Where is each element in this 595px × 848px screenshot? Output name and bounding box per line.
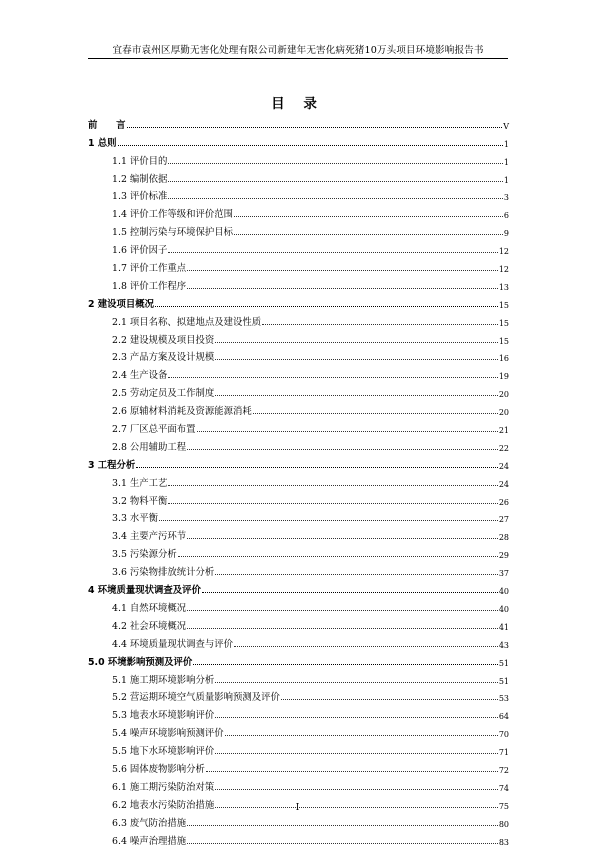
toc-entry-label: 3.6 污染物排放统计分析 xyxy=(112,567,215,579)
toc-entry-page: 6 xyxy=(503,211,509,221)
toc-dot-leader xyxy=(193,664,498,665)
toc-dot-leader xyxy=(168,485,497,486)
toc-section-entry[interactable] xyxy=(88,347,509,365)
toc-entry-label: 4.2 社会环境概况 xyxy=(112,620,187,632)
toc-dot-leader xyxy=(118,145,503,146)
toc-entry-page: 29 xyxy=(498,551,509,561)
toc-entry-page: 1 xyxy=(503,139,509,149)
toc-dot-leader xyxy=(215,789,498,790)
toc-entry-label: 1.4 评价工作等级和评价范围 xyxy=(112,209,234,221)
toc-entry-label: 3 工程分析 xyxy=(88,459,136,471)
toc-entry-page: 13 xyxy=(498,282,509,292)
toc-dot-leader xyxy=(202,592,498,593)
toc-section-entry[interactable] xyxy=(88,722,509,740)
toc-section-entry[interactable] xyxy=(88,740,509,758)
toc-section-entry[interactable] xyxy=(88,436,509,454)
toc-dot-leader xyxy=(215,574,498,575)
toc-entry-page: 9 xyxy=(503,229,509,239)
toc-dot-leader xyxy=(215,359,498,360)
toc-entry-label: 2.8 公用辅助工程 xyxy=(112,441,187,453)
toc-section-entry[interactable] xyxy=(88,382,509,400)
toc-section-entry[interactable] xyxy=(88,168,509,186)
toc-entry-page: 71 xyxy=(498,748,509,758)
toc-entry-label: 6.3 废气防治措施 xyxy=(112,817,187,829)
toc-dot-leader xyxy=(215,682,498,683)
toc-section-entry[interactable] xyxy=(88,508,509,526)
toc-section-entry[interactable] xyxy=(88,525,509,543)
toc-entry-page: 15 xyxy=(498,300,509,310)
toc-entry-page: 20 xyxy=(498,390,509,400)
toc-dot-leader xyxy=(234,216,503,217)
toc-entry-page: 40 xyxy=(498,587,509,597)
toc-entry-label: 6.4 噪声治理措施 xyxy=(112,835,187,847)
toc-entry-label: 5.0 环境影响预测及评价 xyxy=(88,656,193,668)
toc-entry-page: 43 xyxy=(498,640,509,650)
toc-entry-label: 6.2 地表水污染防治措施 xyxy=(112,799,215,811)
toc-chapter-entry[interactable] xyxy=(88,114,509,132)
toc-dot-leader xyxy=(262,324,498,325)
toc-entry-page: 24 xyxy=(498,461,509,471)
toc-entry-page: 64 xyxy=(498,712,509,722)
toc-entry-label: 2.1 项目名称、拟建地点及建设性质 xyxy=(112,316,262,328)
toc-dot-leader xyxy=(234,234,503,235)
toc-dot-leader xyxy=(187,449,498,450)
toc-entry-label: 3.4 主要产污环节 xyxy=(112,531,187,543)
toc-dot-leader xyxy=(187,538,498,539)
toc-dot-leader xyxy=(168,198,503,199)
toc-section-entry[interactable] xyxy=(88,597,509,615)
toc-entry-label: 5.2 营运期环境空气质量影响预测及评价 xyxy=(112,692,280,704)
toc-section-entry[interactable] xyxy=(88,186,509,204)
running-header: 宜春市袁州区厚勤无害化处理有限公司新建年无害化病死猪10万头项目环境影响报告书 xyxy=(112,45,484,56)
toc-dot-leader xyxy=(168,377,497,378)
toc-dot-leader xyxy=(281,699,498,700)
toc-section-entry[interactable] xyxy=(88,687,509,705)
toc-section-entry[interactable] xyxy=(88,704,509,722)
toc-section-entry[interactable] xyxy=(88,239,509,257)
toc-entry-page: 41 xyxy=(498,622,509,632)
toc-chapter-entry[interactable] xyxy=(88,579,509,597)
toc-section-entry[interactable] xyxy=(88,150,509,168)
toc-section-entry[interactable] xyxy=(88,221,509,239)
toc-section-entry[interactable] xyxy=(88,561,509,579)
toc-entry-label: 1.8 评价工作程序 xyxy=(112,280,187,292)
toc-entry-label: 2.3 产品方案及设计规模 xyxy=(112,352,215,364)
toc-dot-leader xyxy=(187,288,498,289)
toc-section-entry[interactable] xyxy=(88,669,509,687)
toc-entry-label: 4.1 自然环境概况 xyxy=(112,602,187,614)
toc-dot-leader xyxy=(253,413,498,414)
toc-entry-label: 5.4 噪声环境影响预测评价 xyxy=(112,728,224,740)
toc-entry-page: 40 xyxy=(498,604,509,614)
toc-title: 目 录 xyxy=(271,96,324,112)
toc-entry-label: 2 建设项目概况 xyxy=(88,298,155,310)
toc-section-entry[interactable] xyxy=(88,633,509,651)
toc-entry-label: 2.4 生产设备 xyxy=(112,370,168,382)
toc-chapter-entry[interactable] xyxy=(88,651,509,669)
toc-dot-leader xyxy=(197,431,498,432)
toc-dot-leader xyxy=(187,610,498,611)
toc-section-entry[interactable] xyxy=(88,275,509,293)
toc-entry-label: 1.3 评价标准 xyxy=(112,191,168,203)
toc-dot-leader xyxy=(168,163,503,164)
toc-entry-label: 2.6 原辅材料消耗及资源能源消耗 xyxy=(112,406,252,418)
toc-entry-page: 16 xyxy=(498,354,509,364)
toc-section-entry[interactable] xyxy=(88,758,509,776)
toc-entry-label: 1.6 评价因子 xyxy=(112,245,168,257)
toc-entry-label: 1.7 评价工作重点 xyxy=(112,263,187,275)
toc-entry-label: 5.6 固体废物影响分析 xyxy=(112,763,205,775)
toc-dot-leader xyxy=(168,503,497,504)
table-of-contents xyxy=(88,114,509,848)
header-rule xyxy=(88,58,508,59)
toc-dot-leader xyxy=(178,556,498,557)
toc-section-entry[interactable] xyxy=(88,472,509,490)
toc-entry-page: 72 xyxy=(498,765,509,775)
toc-entry-label: 2.7 厂区总平面布置 xyxy=(112,424,196,436)
toc-entry-page: 75 xyxy=(498,801,509,811)
toc-dot-leader xyxy=(234,646,498,647)
toc-dot-leader xyxy=(187,825,498,826)
toc-section-entry[interactable] xyxy=(88,830,509,848)
toc-dot-leader xyxy=(215,753,498,754)
toc-dot-leader xyxy=(168,181,503,182)
toc-entry-label: 1.5 控制污染与环境保护目标 xyxy=(112,227,234,239)
toc-entry-page: V xyxy=(503,121,509,131)
toc-entry-page: 21 xyxy=(498,426,509,436)
toc-section-entry[interactable] xyxy=(88,311,509,329)
toc-dot-leader xyxy=(168,252,497,253)
toc-section-entry[interactable] xyxy=(88,776,509,794)
toc-chapter-entry[interactable] xyxy=(88,132,509,150)
toc-section-entry[interactable] xyxy=(88,615,509,633)
toc-dot-leader xyxy=(187,270,498,271)
toc-dot-leader xyxy=(206,771,498,772)
toc-chapter-entry[interactable] xyxy=(88,293,509,311)
toc-entry-page: 37 xyxy=(498,569,509,579)
toc-entry-label: 5.3 地表水环境影响评价 xyxy=(112,710,215,722)
toc-section-entry[interactable] xyxy=(88,490,509,508)
toc-dot-leader xyxy=(187,843,498,844)
toc-section-entry[interactable] xyxy=(88,418,509,436)
toc-section-entry[interactable] xyxy=(88,812,509,830)
toc-section-entry[interactable] xyxy=(88,257,509,275)
toc-entry-page: 27 xyxy=(498,515,509,525)
toc-entry-label: 2.2 建设规模及项目投资 xyxy=(112,334,215,346)
toc-entry-label: 5.1 施工期环境影响分析 xyxy=(112,674,215,686)
toc-section-entry[interactable] xyxy=(88,364,509,382)
toc-dot-leader xyxy=(159,520,498,521)
toc-entry-label: 3.1 生产工艺 xyxy=(112,477,168,489)
toc-entry-page: 22 xyxy=(498,443,509,453)
toc-entry-label: 3.5 污染源分析 xyxy=(112,549,177,561)
toc-entry-label: 1.1 评价目的 xyxy=(112,155,168,167)
toc-entry-label: 1.2 编制依据 xyxy=(112,173,168,185)
toc-dot-leader xyxy=(215,717,498,718)
toc-entry-page: 74 xyxy=(498,783,509,793)
toc-entry-page: 53 xyxy=(498,694,509,704)
toc-entry-page: 70 xyxy=(498,730,509,740)
toc-dot-leader xyxy=(155,306,498,307)
toc-entry-page: 24 xyxy=(498,479,509,489)
toc-section-entry[interactable] xyxy=(88,543,509,561)
toc-entry-label: 1 总则 xyxy=(88,137,117,149)
toc-dot-leader xyxy=(225,735,498,736)
toc-dot-leader xyxy=(136,467,498,468)
toc-entry-page: 51 xyxy=(498,676,509,686)
toc-entry-label: 5.5 地下水环境影响评价 xyxy=(112,746,215,758)
toc-section-entry[interactable] xyxy=(88,400,509,418)
toc-entry-label: 4.4 环境质量现状调查与评价 xyxy=(112,638,234,650)
toc-entry-page: 1 xyxy=(503,175,509,185)
toc-section-entry[interactable] xyxy=(88,329,509,347)
toc-entry-page: 26 xyxy=(498,497,509,507)
toc-entry-page: 12 xyxy=(498,247,509,257)
toc-entry-page: 28 xyxy=(498,533,509,543)
toc-dot-leader xyxy=(187,628,498,629)
toc-entry-label: 6.1 施工期污染防治对策 xyxy=(112,781,215,793)
toc-entry-label: 3.3 水平衡 xyxy=(112,513,159,525)
toc-entry-page: 3 xyxy=(503,193,509,203)
toc-entry-page: 83 xyxy=(498,837,509,847)
toc-entry-page: 19 xyxy=(498,372,509,382)
toc-entry-page: 80 xyxy=(498,819,509,829)
toc-entry-page: 12 xyxy=(498,265,509,275)
toc-dot-leader xyxy=(215,342,498,343)
toc-entry-label: 4 环境质量现状调查及评价 xyxy=(88,585,201,597)
toc-dot-leader xyxy=(215,395,498,396)
toc-entry-label: 3.2 物料平衡 xyxy=(112,495,168,507)
toc-entry-page: 51 xyxy=(498,658,509,668)
toc-entry-label: 前 言 xyxy=(88,119,126,131)
toc-entry-page: 1 xyxy=(503,157,509,167)
toc-dot-leader xyxy=(127,127,503,128)
toc-section-entry[interactable] xyxy=(88,203,509,221)
page-number: I xyxy=(295,803,300,813)
toc-entry-page: 15 xyxy=(498,318,509,328)
toc-entry-page: 15 xyxy=(498,336,509,346)
toc-entry-page: 20 xyxy=(498,408,509,418)
toc-chapter-entry[interactable] xyxy=(88,454,509,472)
toc-entry-label: 2.5 劳动定员及工作制度 xyxy=(112,388,215,400)
